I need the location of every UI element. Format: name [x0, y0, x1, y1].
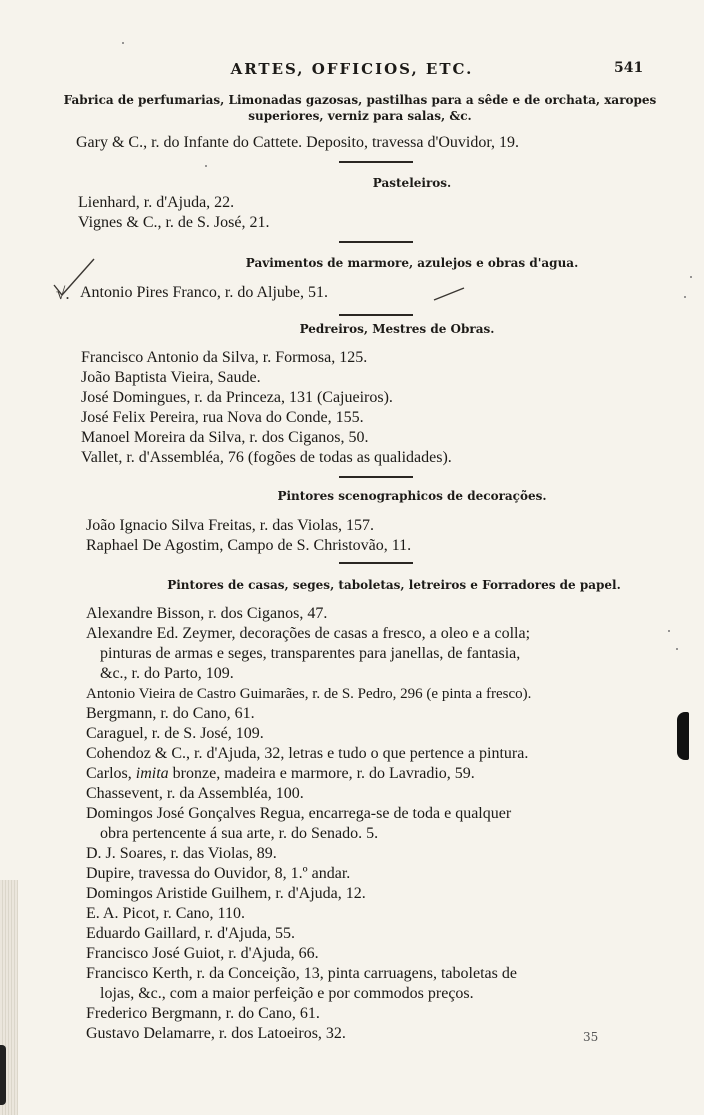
entry: Raphael De Agostim, Campo de S. Christovão, 11. [86, 537, 412, 554]
section-heading-pedreiros: Pedreiros, Mestres de Obras. [299, 322, 495, 336]
entry: Antonio Pires Franco, r. do Aljube, 51. [80, 284, 328, 301]
speck [684, 296, 686, 298]
entry-continuation: &c., r. do Parto, 109. [100, 665, 234, 682]
entry: Cohendoz & C., r. d'Ajuda, 32, letras e tudo o que pertence a pintura. [86, 745, 529, 762]
speck [122, 42, 124, 44]
edge-mark [0, 1045, 6, 1105]
entry: Domingos José Gonçalves Regua, encarrega-se de toda e qualquer [86, 805, 512, 822]
entry-continuation: obra pertencente á sua arte, r. do Senado. 5. [100, 825, 379, 842]
entry: Gary & C., r. do Infante do Cattete. Deposito, travessa d'Ouvidor, 19. [76, 134, 520, 151]
entry-continuation: pinturas de armas e seges, transparentes para janellas, de fantasia, [100, 645, 521, 662]
speck [668, 630, 670, 632]
speck [690, 276, 692, 278]
running-head-title: ARTES, OFFICIOS, ETC. [230, 60, 474, 78]
speck [205, 165, 207, 167]
section-rule [339, 476, 413, 478]
running-head [0, 60, 704, 80]
entry: Eduardo Gaillard, r. d'Ajuda, 55. [86, 925, 296, 942]
entry: Lienhard, r. d'Ajuda, 22. [78, 194, 235, 211]
pencil-stroke-icon [432, 286, 466, 302]
entry: José Felix Pereira, rua Nova do Conde, 155. [81, 409, 364, 426]
ink-blot [677, 712, 689, 760]
entry: José Domingues, r. da Princeza, 131 (Cajueiros). [81, 389, 393, 406]
section-rule [339, 314, 413, 316]
entry: Chassevent, r. da Assembléa, 100. [86, 785, 304, 802]
entry: Vignes & C., r. de S. José, 21. [78, 214, 270, 231]
entry: Francisco Antonio da Silva, r. Formosa, 125. [81, 349, 368, 366]
section-heading-pasteleiros: Pasteleiros. [372, 176, 452, 190]
entry: E. A. Picot, r. Cano, 110. [86, 905, 245, 922]
section-heading-pavimentos: Pavimentos de marmore, azulejos e obras d'agua. [245, 256, 579, 270]
entry: D. J. Soares, r. das Violas, 89. [86, 845, 277, 862]
entry: Frederico Bergmann, r. do Cano, 61. [86, 1005, 320, 1022]
check-mark: √. [56, 284, 70, 303]
section-rule [339, 562, 413, 564]
entry: Alexandre Bisson, r. dos Ciganos, 47. [86, 605, 328, 622]
section-heading-perfumarias: Fabrica de perfumarias, Limonadas gazosas, pastilhas para a sêde e de orchata, xaropes superiores, verniz para salas, &c. [63, 93, 657, 123]
section-heading-pintores-casas: Pintores de casas, seges, taboletas, letreiros e Forradores de papel. [167, 578, 621, 592]
entry: Manoel Moreira da Silva, r. dos Ciganos, 50. [81, 429, 369, 446]
section-rule [339, 241, 413, 243]
entry: Vallet, r. d'Assembléa, 76 (fogões de todas as qualidades). [81, 449, 452, 466]
entry: Bergmann, r. do Cano, 61. [86, 705, 255, 722]
pencil-check-icon [50, 255, 100, 300]
speck [676, 648, 678, 650]
entry: João Baptista Vieira, Saude. [81, 369, 261, 386]
entry: Francisco Kerth, r. da Conceição, 13, pinta carruagens, taboletas de [86, 965, 517, 982]
entry: Alexandre Ed. Zeymer, decorações de casas a fresco, a oleo e a colla; [86, 625, 531, 642]
entry: Gustavo Delamarre, r. dos Latoeiros, 32. [86, 1025, 346, 1042]
entry-continuation: lojas, &c., com a maior perfeição e por commodos preços. [100, 985, 474, 1002]
entry: Caraguel, r. de S. José, 109. [86, 725, 264, 742]
page-number: 541 [614, 60, 644, 76]
entry: Francisco José Guiot, r. d'Ajuda, 66. [86, 945, 319, 962]
entry: João Ignacio Silva Freitas, r. das Violas, 157. [86, 517, 375, 534]
entry: Carlos, imita bronze, madeira e marmore, r. do Lavradio, 59. [86, 765, 475, 782]
section-heading-scenographicos: Pintores scenographicos de decorações. [277, 489, 547, 503]
entry: Dupire, travessa do Ouvidor, 8, 1.º andar. [86, 865, 351, 882]
entry: Domingos Aristide Guilhem, r. d'Ajuda, 12. [86, 885, 366, 902]
entry: Antonio Vieira de Castro Guimarães, r. de S. Pedro, 296 (e pinta a fresco). [86, 686, 532, 702]
section-rule [339, 161, 413, 163]
signature-mark: 35 [583, 1030, 599, 1044]
